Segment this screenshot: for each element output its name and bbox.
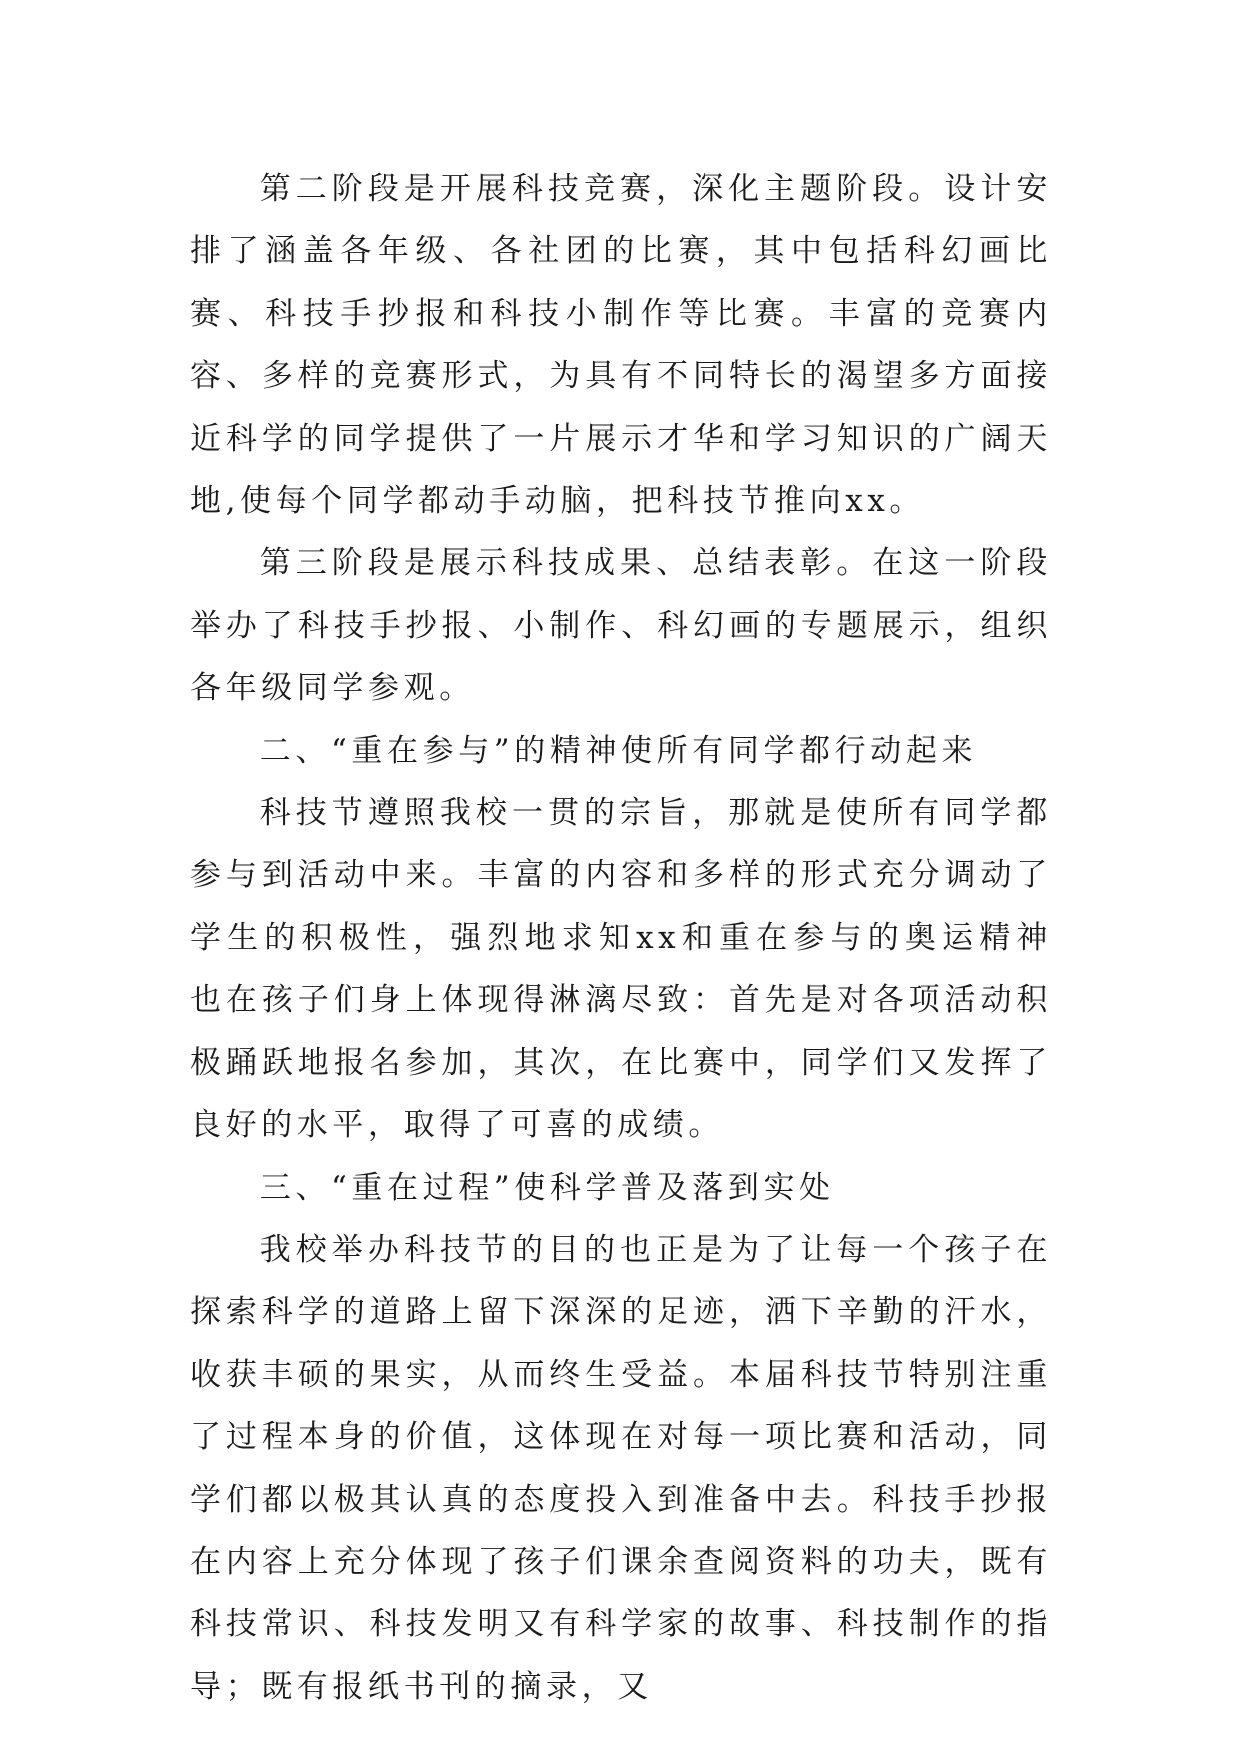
paragraph-stage-two: 第二阶段是开展科技竞赛，深化主题阶段。设计安排了涵盖各年级、各社团的比赛，其中包括科幻画比赛、科技手抄报和科技小制作等比赛。丰富的竞赛内容、多样的竞赛形式，为具有不同特长的渴望多方面接近科学的同学提供了一片展示才华和学习知识的广阔天地,使每个同学都动手动脑，把科技节推向xx。	[190, 171, 1052, 520]
section-heading-process: 三、“重在过程”使科学普及落到实处	[259, 1169, 835, 1206]
paragraph-participation: 科技节遵照我校一贯的宗旨，那就是使所有同学都参与到活动中来。丰富的内容和多样的形式充分调动了学生的积极性，强烈地求知xx和重在参与的奥运精神也在孩子们身上体现得淋漓尽致：首先是对各项活动积极踊跃地报名参加，其次，在比赛中，同学们又发挥了良好的水平，取得了可喜的成绩。	[190, 795, 1052, 1144]
section-heading-participation: 二、“重在参与”的精神使所有同学都行动起来	[259, 732, 978, 769]
paragraph-stage-three: 第三阶段是展示科技成果、总结表彰。在这一阶段举办了科技手抄报、小制作、科幻画的专题展示，组织各年级同学参观。	[190, 545, 1052, 707]
document-body	[190, 158, 1052, 1718]
paragraph-process: 我校举办科技节的目的也正是为了让每一个孩子在探索科学的道路上留下深深的足迹，洒下辛勤的汗水，收获丰硕的果实，从而终生受益。本届科技节特别注重了过程本身的价值，这体现在对每一项比赛和活动，同学们都以极其认真的态度投入到准备中去。科技手抄报在内容上充分体现了孩子们课余查阅资料的功夫，既有科技常识、科技发明又有科学家的故事、科技制作的指导；既有报纸书刊的摘录，又	[190, 1231, 1052, 1705]
